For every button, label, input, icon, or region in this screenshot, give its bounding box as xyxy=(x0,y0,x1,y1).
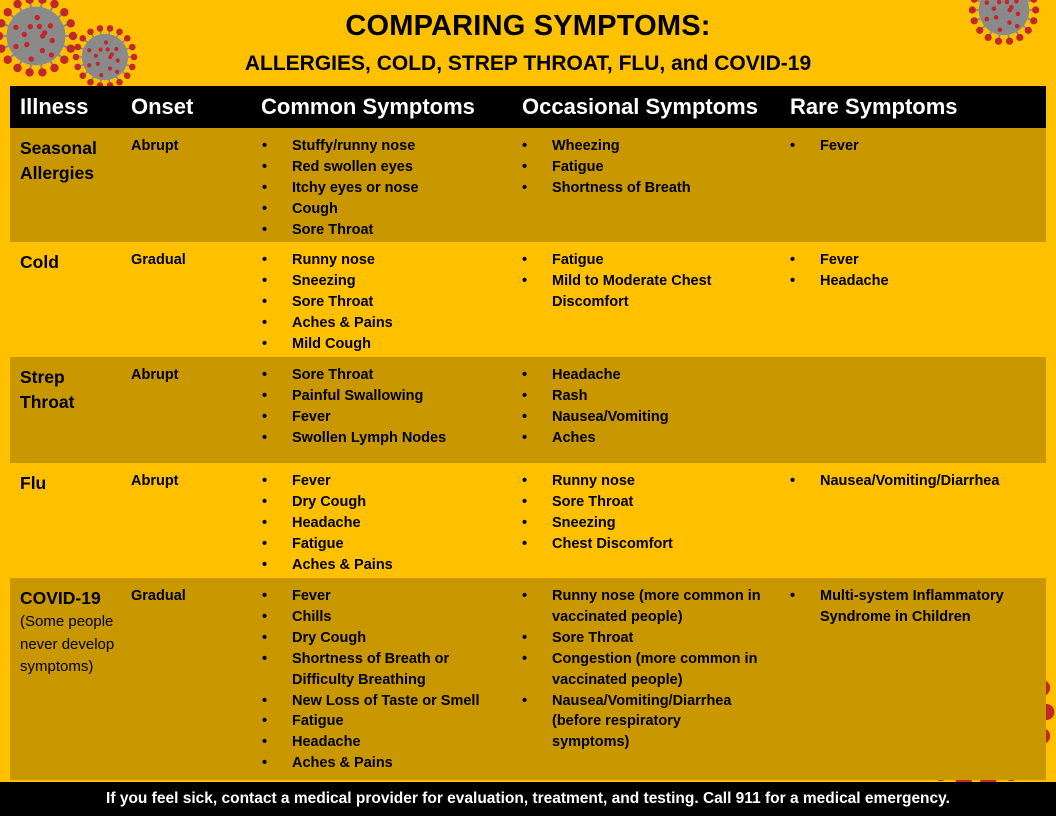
onset-value: Gradual xyxy=(131,252,186,268)
illness-line: Throat xyxy=(20,392,75,412)
rare-symptoms-list xyxy=(790,250,1040,292)
illness-name: Flu xyxy=(20,473,47,493)
list-item: • Cough xyxy=(262,199,502,220)
list-item: • Sore Throat xyxy=(522,628,782,649)
rare-symptoms-list xyxy=(790,586,1040,628)
list-item: • Headache xyxy=(522,365,772,386)
list-item: • Sore Throat xyxy=(522,492,772,513)
table-row xyxy=(10,242,1046,357)
list-item: • Rash xyxy=(522,386,772,407)
list-item: • New Loss of Taste or Smell xyxy=(262,691,494,712)
page-subtitle: ALLERGIES, COLD, STREP THROAT, FLU, and COVID-19 xyxy=(244,52,812,75)
table-row xyxy=(10,578,1046,780)
list-item: • Sore Throat xyxy=(262,365,502,386)
common-symptoms-list xyxy=(262,471,502,576)
list-item: • Fatigue xyxy=(262,534,502,555)
onset-value: Abrupt xyxy=(131,367,179,383)
list-item: • Runny nose (more common in vaccinated people) xyxy=(522,586,782,628)
common-symptoms-list xyxy=(262,586,494,774)
occasional-symptoms-list xyxy=(522,136,772,199)
list-item: • Sore Throat xyxy=(262,292,502,313)
illness-name xyxy=(20,136,120,186)
list-item: • Fever xyxy=(790,250,1040,271)
header-occasional: Occasional Symptoms xyxy=(522,94,758,119)
illness-name: Cold xyxy=(20,252,59,272)
occasional-symptoms-list xyxy=(522,586,782,753)
table-row xyxy=(10,128,1046,242)
virus-illustration xyxy=(0,0,78,80)
list-item: • Dry Cough xyxy=(262,628,494,649)
list-item: • Fatigue xyxy=(522,250,772,271)
list-item: • Mild to Moderate Chest Discomfort xyxy=(522,271,752,313)
list-item: • Chest Discomfort xyxy=(522,534,772,555)
list-item: • Fever xyxy=(262,586,494,607)
list-item: • Wheezing xyxy=(522,136,772,157)
footer-notice: If you feel sick, contact a medical provider for evaluation, treatment, and testing. Call 911 for a medical emergency. xyxy=(0,782,1056,816)
list-item: • Sore Throat xyxy=(262,220,502,241)
common-symptoms-list xyxy=(262,365,502,449)
list-item: • Stuffy/runny nose xyxy=(262,136,502,157)
occasional-symptoms-list xyxy=(522,471,772,555)
list-item: • Swollen Lymph Nodes xyxy=(262,428,502,449)
common-symptoms-list xyxy=(262,136,502,241)
list-item: • Runny nose xyxy=(262,250,502,271)
list-item: • Nausea/Vomiting xyxy=(522,407,772,428)
illness-line: COVID-19 xyxy=(20,588,101,608)
header-onset: Onset xyxy=(131,94,194,119)
list-item: • Aches xyxy=(522,428,772,449)
list-item: • Sneezing xyxy=(262,271,502,292)
list-item: • Fever xyxy=(262,471,502,492)
page-title: COMPARING SYMPTOMS: xyxy=(345,10,711,42)
list-item: • Itchy eyes or nose xyxy=(262,178,502,199)
rare-symptoms-list xyxy=(790,136,1040,157)
onset-value: Abrupt xyxy=(131,138,179,154)
list-item: • Dry Cough xyxy=(262,492,502,513)
illness-line: Allergies xyxy=(20,163,94,183)
symptoms-table xyxy=(10,86,1046,780)
illness-name xyxy=(20,365,120,415)
list-item: • Sneezing xyxy=(522,513,772,534)
virus-illustration xyxy=(968,0,1040,46)
occasional-symptoms-list xyxy=(522,365,772,449)
list-item: • Fatigue xyxy=(522,157,772,178)
list-item: • Runny nose xyxy=(522,471,772,492)
header-common: Common Symptoms xyxy=(261,94,475,119)
list-item: • Fatigue xyxy=(262,711,494,732)
illness-note: (Some people never develop symptoms) xyxy=(20,613,115,675)
table-row xyxy=(10,357,1046,463)
list-item: • Aches & Pains xyxy=(262,313,502,334)
list-item: • Shortness of Breath xyxy=(522,178,772,199)
rare-symptoms-list xyxy=(790,471,1040,492)
illness-name xyxy=(20,586,120,679)
list-item: • Fever xyxy=(790,136,1040,157)
list-item: • Nausea/Vomiting/Diarrhea (before respiratory symptoms) xyxy=(522,691,752,754)
list-item: • Red swollen eyes xyxy=(262,157,502,178)
list-item: • Headache xyxy=(790,271,1040,292)
list-item: • Congestion (more common in vaccinated people) xyxy=(522,649,782,691)
list-item: • Nausea/Vomiting/Diarrhea xyxy=(790,471,1040,492)
occasional-symptoms-list xyxy=(522,250,772,313)
list-item: • Mild Cough xyxy=(262,334,502,355)
table-row xyxy=(10,463,1046,578)
list-item: • Headache xyxy=(262,513,502,534)
onset-value: Abrupt xyxy=(131,473,179,489)
illness-line: Strep xyxy=(20,367,65,387)
list-item: • Aches & Pains xyxy=(262,753,494,774)
common-symptoms-list xyxy=(262,250,502,355)
list-item: • Shortness of Breath or Difficulty Breathing xyxy=(262,649,472,691)
header-illness: Illness xyxy=(20,94,89,119)
list-item: • Chills xyxy=(262,607,494,628)
list-item: • Painful Swallowing xyxy=(262,386,502,407)
list-item: • Multi-system Inflammatory Syndrome in Children xyxy=(790,586,1030,628)
list-item: • Headache xyxy=(262,732,494,753)
header-rare: Rare Symptoms xyxy=(790,94,958,119)
illness-line: Seasonal xyxy=(20,138,97,158)
onset-value: Gradual xyxy=(131,588,186,604)
table-header xyxy=(10,86,1046,128)
virus-illustration xyxy=(72,24,138,90)
list-item: • Aches & Pains xyxy=(262,555,502,576)
list-item: • Fever xyxy=(262,407,502,428)
